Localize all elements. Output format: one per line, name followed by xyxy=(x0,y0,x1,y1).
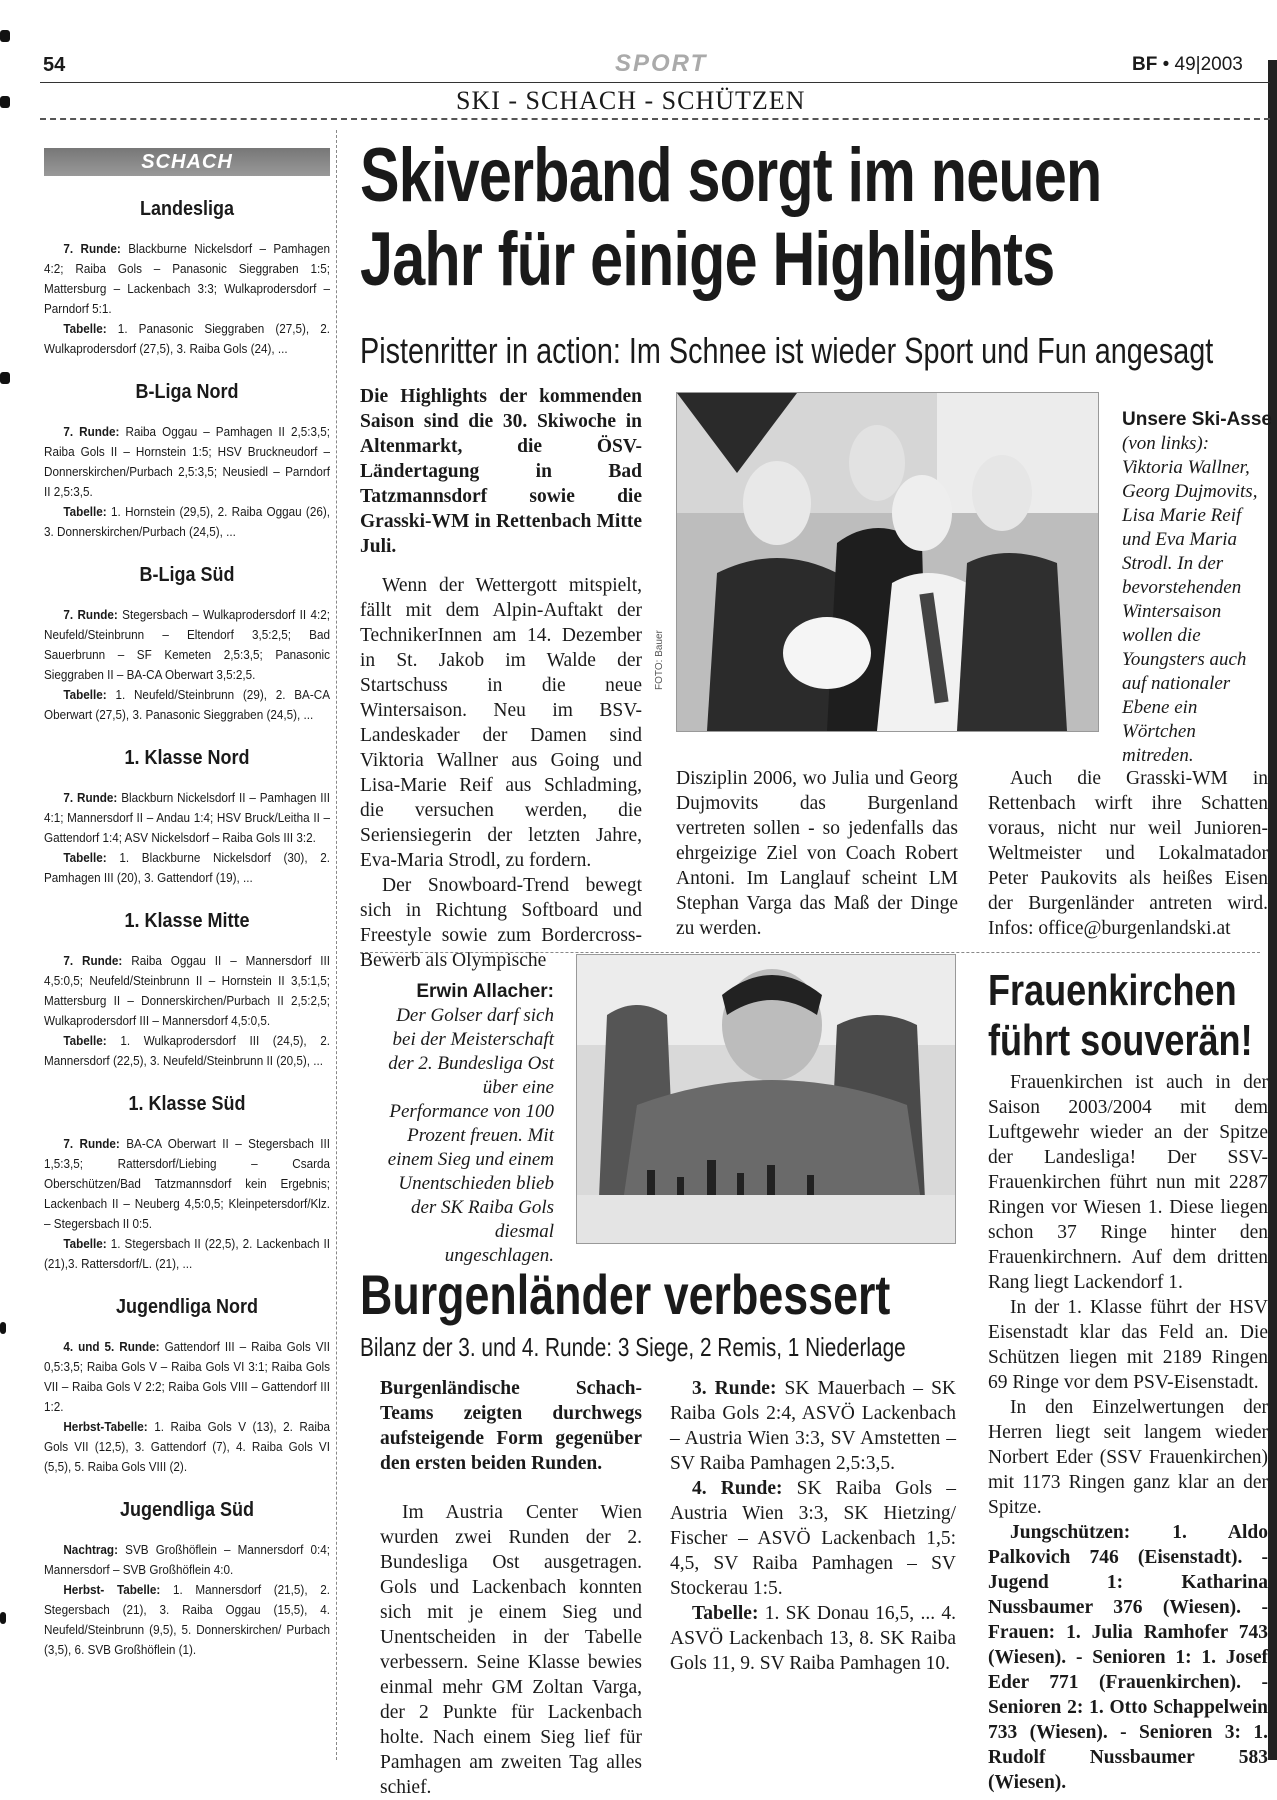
table-results: 1. SK Donau 16,5, ... 4. ASVÖ Lackenbach 13, 8. SK Raiba Gols 11, 9. SV Raiba Pamhagen 10. xyxy=(670,1603,956,1674)
photo-caption xyxy=(384,980,554,1268)
table-results: 1. Neufeld/Steinbrunn (29), 2. BA-CA Oberwart (27,5), 3. Panasonic Sieggraben (24,5), ... xyxy=(44,687,330,722)
round-line xyxy=(44,788,330,848)
round-results: Stegersbach – Wulkaprodersdorf II 4:2; Neufeld/Steinbrunn – Eltendorf 3,5:2,5; Bad Sauerbrunn – SF Kemeten 2,5:3,5; Panasonic Sieggraben II – BA-CA Oberwart 3,5:2,5. xyxy=(44,607,330,682)
issue-number: • 49|2003 xyxy=(1162,54,1243,75)
table-label: Tabelle: xyxy=(63,1236,107,1251)
table-label: Tabelle: xyxy=(63,504,107,519)
table-line xyxy=(44,1417,330,1477)
league-heading: Landesliga xyxy=(139,198,235,220)
table-label: Tabelle: xyxy=(63,1033,107,1048)
round-line xyxy=(44,951,330,1031)
page-number: 54 xyxy=(43,54,66,76)
table-label: Herbst- Tabelle: xyxy=(63,1582,161,1597)
round-line xyxy=(44,1540,330,1580)
chess-player-photo xyxy=(576,954,956,1244)
paragraph: In den Einzelwertungen der Herren liegt seit langem wieder Norbert Eder (SSV Frauenkirchen) mit 1173 Ringen ganz klar an der Spitze. xyxy=(988,1397,1268,1518)
section-label: SPORT xyxy=(615,50,708,77)
round-label: 4. Runde: xyxy=(692,1478,783,1499)
round-results: SVB Großhöflein – Mannersdorf 0:4; Mannersdorf – SVB Großhöflein 4:0. xyxy=(44,1542,330,1577)
league-results xyxy=(44,1134,330,1274)
league-heading: Jugendliga Nord xyxy=(115,1296,259,1318)
round-results: Gattendorf III – Raiba Gols VII 0,5:3,5; Raiba Gols V – Raiba Gols VI 3:1; Raiba Gols VII – Raiba Gols V 2:2; Raiba Gols VIII – Gattendorf III 1:2. xyxy=(44,1339,330,1414)
round-label: 3. Runde: xyxy=(692,1378,777,1399)
table-results: 1. Hornstein (29,5), 2. Raiba Oggau (26), 3. Donnerskirchen/Purbach (24,5), ... xyxy=(44,504,330,539)
result-paragraph xyxy=(670,1476,956,1601)
round-results: Raiba Oggau II – Mannersdorf III 4,5:0,5; Neufeld/Steinbrunn II – Hornstein II 3,5:1,5; Mattersburg II – Donnerskirchen/Purbach II 2,5:2,5; Wulkaprodersdorf III – Mannersdorf 4,5:0,5. xyxy=(44,953,330,1028)
ski-team-photo xyxy=(676,392,1099,732)
table-results: 1. Wulkaprodersdorf III (24,5), 2. Mannersdorf (22,5), 3. Neufeld/Steinbrunn II (20,5), ... xyxy=(44,1033,330,1068)
table-results: 1. Stegersbach II (22,5), 2. Lackenbach II (21),3. Rattersdorf/L. (21), ... xyxy=(44,1236,331,1271)
paragraph: Wenn der Wettergott mitspielt, fällt mit dem Alpin-Auftakt der TechnikerInnen am 14. Dezember in St. Jakob im Walde der Startschuss in die neue Wintersaison. Neu im BSV-Landeskader der Damen sind Viktoria Wallner aus Going und Lisa-Marie Reif aus Schladming, die versuchen werden, die Seriensiegerin der letzten Jahre, Eva-Maria Strodl, zu fordern. xyxy=(360,575,642,871)
photo-credit: FOTO: Bauer xyxy=(654,630,665,690)
table-label: Tabelle: xyxy=(692,1603,759,1624)
round-label: 7. Runde: xyxy=(63,953,123,968)
table-line xyxy=(44,1580,330,1660)
shooting-results: Jungschützen: 1. Aldo Palkovich 746 (Eisenstadt). - Jugend 1: Katharina Nussbaumer 376 (Wiesen). - Frauen: 1. Julia Ramhofer 743 (Wiesen). - Senioren 1: 1. Josef Eder 771 (Frauenkirchen). - Senioren 2: 1. Otto Schappelwein 733 (Wiesen). - Senioren 3: 1. Rudolf Nussbaumer 583 (Wiesen). xyxy=(988,1522,1268,1793)
caption-text: Der Golser darf sich bei der Meisterschaft der 2. Bundesliga Ost über eine Performance von 100 Prozent freuen. Mit einem Sieg und einem Unentschieden blieb der SK Raiba Gols diesmal ungeschlagen. xyxy=(387,1005,554,1266)
round-results: SK Mauerbach – SK Raiba Gols 2:4, ASVÖ Lackenbach – Austria Wien 3:3, SV Amstetten – SV Raiba Pamhagen 2,5:3,5. xyxy=(670,1378,956,1474)
headline-shooting: Frauenkirchen führt souverän! xyxy=(988,966,1253,1065)
paragraph: Im Austria Center Wien wurden zwei Runden der 2. Bundesliga Ost ausgetragen. Gols und Lackenbach konnten sich mit je einem Sieg und Unentscheiden in der Tabelle verbessern. Seine Klasse bewies einmal mehr GM Zoltan Varga, der 2 Punkte für Lackenbach holte. Nach einem Sieg lief für Pamhagen am zweiten Tag alles schief. xyxy=(380,1502,642,1798)
league-list xyxy=(44,198,330,1660)
article-column xyxy=(988,766,1268,941)
table-line xyxy=(44,1234,330,1274)
headline-ski xyxy=(360,134,1265,302)
round-label: 4. und 5. Runde: xyxy=(63,1339,160,1354)
chess-results-column xyxy=(44,148,330,1660)
league-results xyxy=(44,1337,330,1477)
round-results: SK Raiba Gols – Austria Wien 3:3, SK Hietzing/ Fischer – ASVÖ Lackenbach 1,5: 4,5, SV Raiba Pamhagen – SV Stockerau 1:5. xyxy=(670,1478,956,1599)
ski-team-photo-image xyxy=(677,393,1098,731)
league-results xyxy=(44,239,330,359)
headline-line: Skiverband sorgt im neuen xyxy=(360,133,1102,218)
table-line xyxy=(44,1031,330,1071)
scan-edge xyxy=(1268,60,1277,1760)
round-label: 7. Runde: xyxy=(63,241,121,256)
league-results xyxy=(44,1540,330,1660)
round-line xyxy=(44,422,330,502)
header-rule xyxy=(40,82,1270,83)
binding-mark xyxy=(0,1612,6,1624)
league-heading: B-Liga Nord xyxy=(135,381,239,403)
table-results: 1. Panasonic Sieggraben (27,5), 2. Wulkaprodersdorf (27,5), 3. Raiba Gols (24), ... xyxy=(44,321,330,356)
topic-heading: SKI - SCHACH - SCHÜTZEN xyxy=(456,86,806,115)
round-label: Nachtrag: xyxy=(63,1542,118,1557)
round-line xyxy=(44,605,330,685)
table-results: 1. Raiba Gols V (13), 2. Raiba Gols VII (12,5), 3. Gattendorf (7), 4. Raiba Gols VI (5,5), 5. Raiba Gols VIII (2). xyxy=(44,1419,330,1474)
table-label: Tabelle: xyxy=(63,687,107,702)
lead-paragraph: Die Highlights der kommenden Saison sind die 30. Skiwoche in Altenmarkt, die ÖSV-Ländertagung in Bad Tatzmannsdorf sowie die Grasski-WM in Rettenbach Mitte Juli. xyxy=(360,386,642,557)
paragraph: Auch die Grasski-WM in Rettenbach wirft ihre Schatten voraus, nicht nur weil Junioren-Weltmeister und Lokalmatador Peter Paukovits als heißes Eisen der Burgenländer antreten wird. Infos: office@burgenlandski.at xyxy=(988,768,1268,939)
league-results xyxy=(44,605,330,725)
round-results: Blackburne Nickelsdorf – Pamhagen 4:2; Raiba Gols – Panasonic Sieggraben 1:5; Mattersburg – Lackenbach 3:3; Wulkaprodersdorf – Parndorf 5:1. xyxy=(44,241,330,316)
result-paragraph xyxy=(670,1376,956,1476)
caption-text: (von links): Viktoria Wallner, Georg Dujmovits, Lisa Marie Reif und Eva Maria Strodl. In der bevorstehenden Wintersaison wollen die Youngsters auch auf nationaler Ebene ein Wörtchen mitreden. xyxy=(1122,433,1258,766)
caption-title: Unsere Ski-Asse xyxy=(1122,409,1272,430)
binding-mark xyxy=(0,30,10,42)
article-column xyxy=(360,384,642,973)
league-results xyxy=(44,788,330,888)
table-line xyxy=(44,502,330,542)
section-tag: SCHACH xyxy=(44,148,330,176)
round-line xyxy=(44,1134,330,1234)
headline-line: Jahr für einige Highlights xyxy=(360,217,1055,302)
round-label: 7. Runde: xyxy=(63,1136,120,1151)
paragraph: Frauenkirchen ist auch in der Saison 2003/2004 mit dem Luftgewehr wieder an der Spitze der Landesliga! Der SSV-Frauenkirchen führt nun mit 2287 Ringen vor Wiesen 1. Diese liegen schon 37 Ringe hinter den Frauenkirchnern. Auf dem dritten Rang liegt Lackendorf 1. xyxy=(988,1072,1268,1293)
headline-chess: Burgenländer verbessert xyxy=(360,1263,891,1326)
league-heading: 1. Klasse Süd xyxy=(128,1093,246,1115)
issue-info xyxy=(1132,54,1243,76)
table-line xyxy=(44,685,330,725)
paragraph: Disziplin 2006, wo Julia und Georg Dujmovits das Burgenland vertreten sollen - so jedenfalls das ehrgeizige Ziel von Coach Robert Antoni. Im Langlauf scheint LM Stephan Varga das Maß der Dinge zu werden. xyxy=(676,768,958,939)
article-column xyxy=(670,1376,956,1676)
caption-title: Erwin Allacher: xyxy=(416,981,554,1002)
table-line xyxy=(44,848,330,888)
chess-player-photo-image xyxy=(577,955,955,1243)
table-label: Tabelle: xyxy=(63,850,107,865)
column-divider xyxy=(336,130,337,1760)
result-paragraph xyxy=(670,1601,956,1676)
subhead-chess: Bilanz der 3. und 4. Runde: 3 Siege, 2 Remis, 1 Niederlage xyxy=(360,1332,906,1362)
publication-name: BF xyxy=(1132,54,1158,75)
table-results: 1. Blackburne Nickelsdorf (30), 2. Pamhagen III (20), 3. Gattendorf (19), ... xyxy=(44,850,330,885)
round-label: 7. Runde: xyxy=(63,790,118,805)
league-results xyxy=(44,422,330,542)
round-results: BA-CA Oberwart II – Stegersbach III 1,5:3,5; Rattersdorf/Liebing – Csarda Oberschützen/Bad Tatzmannsdorf kein Ergebnis; Lackenbach II – Neuberg 4,5:0,5; Kleinpetersdorf/Klz. – Stegersbach II 0:5. xyxy=(44,1136,330,1231)
binding-mark xyxy=(0,1322,6,1334)
league-heading: 1. Klasse Mitte xyxy=(124,910,250,932)
dashed-divider xyxy=(360,952,1260,953)
table-label: Tabelle: xyxy=(63,321,107,336)
binding-mark xyxy=(0,372,10,384)
round-results: Raiba Oggau – Pamhagen II 2,5:3,5; Raiba Gols II – Hornstein 1:5; HSV Bruckneudorf – Donnerskirchen/Purbach 2,5:3,5; Neusiedl – Parndorf II 2,5:3,5. xyxy=(44,424,330,499)
league-heading: 1. Klasse Nord xyxy=(124,747,250,769)
round-line xyxy=(44,1337,330,1417)
article-column xyxy=(988,1070,1268,1795)
binding-mark xyxy=(0,96,10,108)
subhead-ski: Pistenritter in action: Im Schnee ist wieder Sport und Fun angesagt xyxy=(360,330,1214,371)
dashed-divider xyxy=(40,118,1270,120)
table-results: 1. Mannersdorf (21,5), 2. Stegersbach (21), 3. Raiba Oggau (15,5), 4. Neufeld/Steinbrunn (9,5), 5. Donnerskirchen/ Purbach (3,5), 6. SVB Großhöflein (1). xyxy=(44,1582,331,1657)
round-label: 7. Runde: xyxy=(63,424,120,439)
round-label: 7. Runde: xyxy=(63,607,118,622)
round-results: Blackburn Nickelsdorf II – Pamhagen III 4:1; Mannersdorf II – Andau 1:4; HSV Bruck/Leitha II – Gattendorf 1:4; ASV Nickelsdorf – Raiba Gols III 3:2. xyxy=(44,790,331,845)
photo-caption xyxy=(1122,408,1272,768)
lead-paragraph: Burgenländische Schach-Teams zeigten durchwegs aufsteigende Form gegenüber den ersten beiden Runden. xyxy=(380,1378,642,1474)
league-heading: B-Liga Süd xyxy=(139,564,235,586)
paragraph: Der Snowboard-Trend bewegt sich in Richtung Softboard und Freestyle sowie zum Bordercross-Bewerb als Olympische xyxy=(360,875,642,971)
league-heading: Jugendliga Süd xyxy=(119,1499,255,1521)
article-column xyxy=(676,766,958,941)
article-column xyxy=(380,1376,642,1800)
paragraph: In der 1. Klasse führt der HSV Eisenstadt klar das Feld an. Die Schützen liegen mit 2189 Ringen 69 Ringe vor dem PSV-Eisenstadt. xyxy=(988,1297,1268,1393)
table-label: Herbst-Tabelle: xyxy=(63,1419,148,1434)
table-line xyxy=(44,319,330,359)
round-line xyxy=(44,239,330,319)
league-results xyxy=(44,951,330,1071)
